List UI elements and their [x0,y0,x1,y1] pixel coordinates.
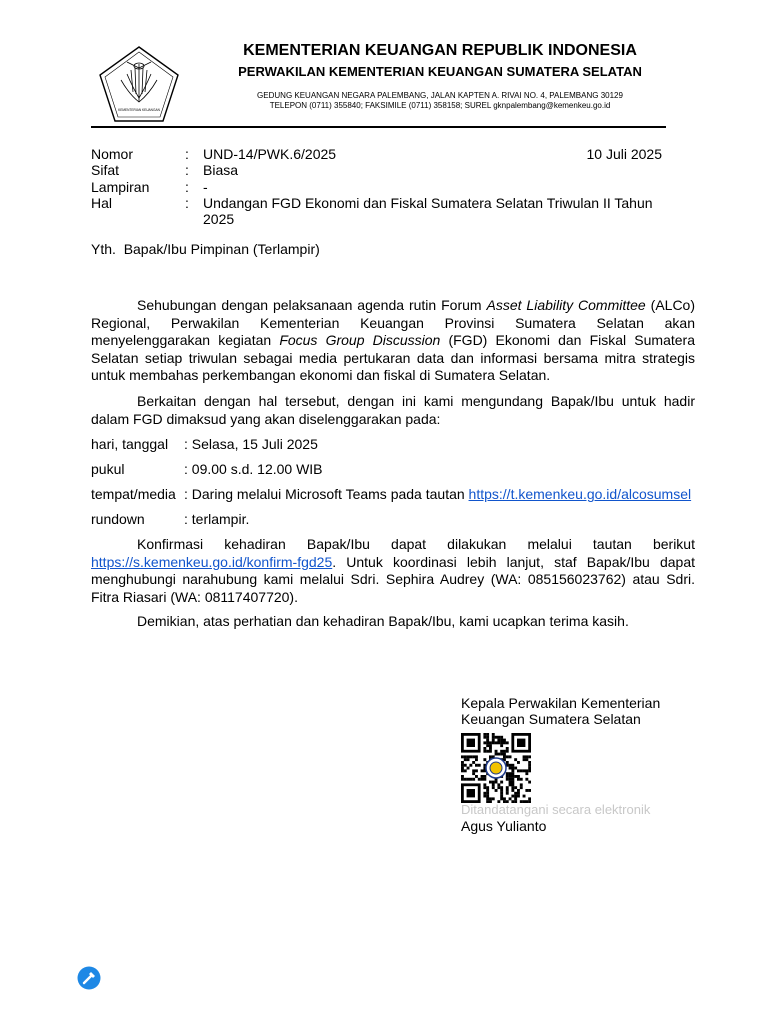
detail-key: tempat/media [91,486,176,502]
signer-title-line-1: Kepala Perwakilan Kementerian [461,695,661,711]
detail-value: : Daring melalui Microsoft Teams pada tautan [184,486,469,502]
detail-value: : Selasa, 15 Juli 2025 [184,436,318,452]
detail-row-time [91,461,323,477]
detail-key: hari, tanggal [91,436,169,452]
meta-value: Undangan FGD Ekonomi dan Fiskal Sumatera Selatan Triwulan II Tahun 2025 [203,195,653,227]
p1-text-a: Sehubungan dengan pelaksanaan agenda rutin Forum [137,297,487,313]
ministry-name: KEMENTERIAN KEUANGAN REPUBLIK INDONESIA [243,42,637,59]
meta-colon: : [185,195,189,211]
meta-value: Biasa [203,162,239,178]
meta-colon: : [185,146,189,162]
meta-value: UND-14/PWK.6/2025 [203,146,337,162]
office-contact: TELEPON (0711) 355840; FAKSIMILE (0711) 358158; SUREL gknpalembang@kemenkeu.go.id [269,101,611,110]
meta-key: Sifat [91,162,120,178]
detail-row-date [91,436,318,452]
letterhead-divider [91,126,666,128]
body-paragraph-4 [91,613,695,631]
recipient [91,241,320,257]
body-paragraph-1 [91,297,695,385]
meta-colon: : [185,179,189,195]
recipient-prefix: Yth. [91,241,116,257]
p3-text-b: . Untuk koordinasi lebih lanjut, staf Bapak/Ibu dapat menghubungi narahubung kami melalui Sdri. Sephira Audrey (WA: 085156023762) atau Sdri. Fitra Riasari (WA: 08117407720). [91,553,695,605]
qr-code-icon [461,733,531,803]
p1-emphasis-fgd: Focus Group Discussion [279,332,441,348]
detail-row-venue [91,486,691,502]
detail-value: : 09.00 s.d. 12.00 WIB [184,461,323,477]
detail-row-rundown [91,511,249,527]
confirmation-link[interactable]: https://s.kemenkeu.go.id/konfirm-fgd25 [91,553,333,570]
ministry-emblem-icon [97,44,181,124]
office-name: PERWAKILAN KEMENTERIAN KEUANGAN SUMATERA SELATAN [238,64,642,79]
letter-date: 10 Juli 2025 [586,146,662,162]
office-address: GEDUNG KEUANGAN NEGARA PALEMBANG, JALAN KAPTEN A. RIVAI NO. 4, PALEMBANG 30129 [257,91,623,100]
signer-name: Agus Yulianto [461,818,547,834]
esign-watermark: Ditandatangani secara elektronik [461,802,651,817]
recipient-name: Bapak/Ibu Pimpinan (Terlampir) [123,241,320,257]
p1-text-b: (ALCo) Regional, Perwakilan Kementerian Keuangan Provinsi Sumatera Selatan akan menyelenggarakan kegiatan [91,297,696,348]
meta-colon: : [185,162,189,178]
office-address-block [190,91,690,111]
detail-key: pukul [91,461,125,477]
esign-badge-icon [77,966,101,990]
p2-text: Berkaitan dengan hal tersebut, dengan ini kami mengundang Bapak/Ibu untuk hadir dalam FGD dimaksud yang akan diselenggarakan pada: [91,393,695,427]
detail-key: rundown [91,511,145,527]
meta-key: Hal [91,195,113,211]
emblem-lettering: KEMENTERIAN KEUANGAN [118,108,160,112]
detail-value: : terlampir. [184,511,250,527]
body-paragraph-3 [91,536,695,606]
body-paragraph-2 [91,393,695,428]
meta-key: Lampiran [91,179,150,195]
teams-link[interactable]: https://t.kemenkeu.go.id/alcosumsel [468,486,692,502]
meta-value: - [203,179,208,195]
signer-title-line-2: Keuangan Sumatera Selatan [461,711,641,727]
p1-text-c: (FGD) Ekonomi dan Fiskal Sumatera Selatan setiap triwulan sebagai media pertukaran data dan informasi bersama mitra strategis untuk membahas perkembangan ekonomi dan fiskal di Sumatera Selatan. [91,332,696,383]
p4-text: Demikian, atas perhatian dan kehadiran Bapak/Ibu, kami ucapkan terima kasih. [137,613,629,629]
meta-key: Nomor [91,146,134,162]
p1-emphasis-alco: Asset Liability Committee [486,297,646,313]
p3-text-a: Konfirmasi kehadiran Bapak/Ibu dapat dilakukan melalui tautan berikut [137,536,695,552]
